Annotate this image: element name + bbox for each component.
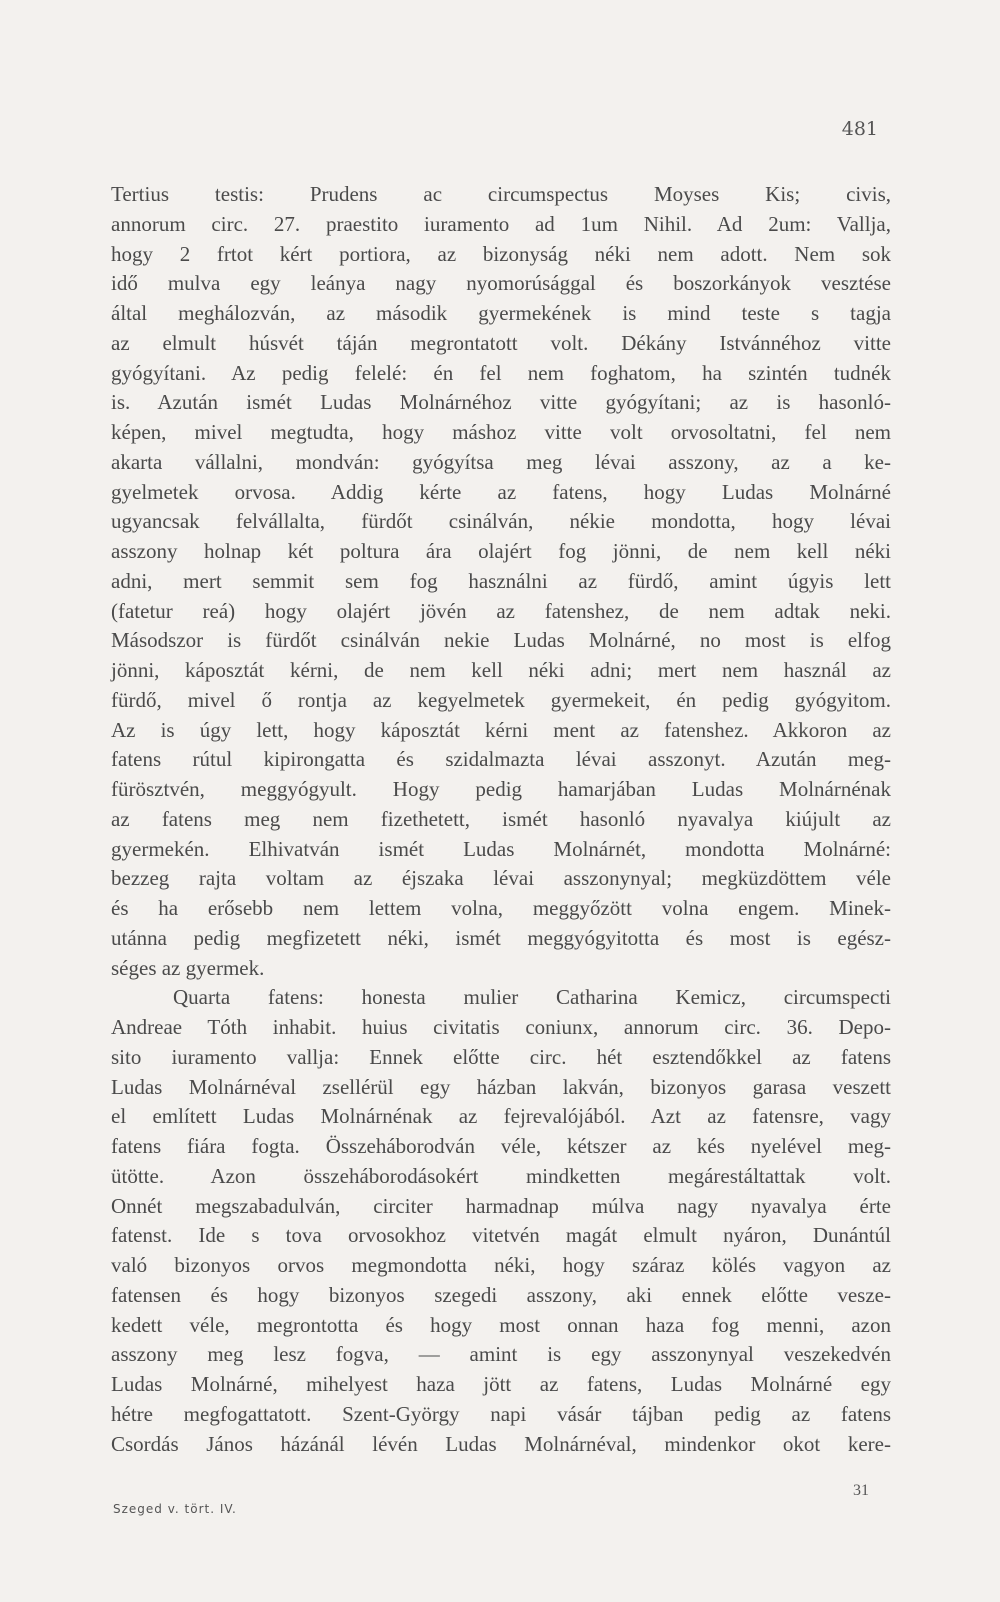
- footer-source: Szeged v. tört. IV.: [113, 1502, 237, 1516]
- text-line: gyermekén. Elhivatván ismét Ludas Molnárnét, mondotta Molnárné:: [111, 836, 891, 861]
- text-line: fatens rútul kipirongatta és szidalmazta lévai asszonyt. Azután meg-: [111, 747, 891, 772]
- text-line: ugyancsak felvállalta, fürdőt csinálván, nékie mondotta, hogy lévai: [111, 509, 891, 534]
- text-line: az fatens meg nem fizethetett, ismét hasonló nyavalya kiújult az: [111, 806, 891, 831]
- text-line: Ludas Molnárné, mihelyest haza jött az fatens, Ludas Molnárné egy: [111, 1372, 891, 1396]
- text-line: fatenst. Ide s tova orvosokhoz vitetvén magát elmult nyáron, Dunántúl: [111, 1223, 891, 1248]
- text-line: asszony meg lesz fogva, — amint is egy asszonynyal veszekedvén: [111, 1342, 891, 1367]
- text-line: (fatetur reá) hogy olajért jövén az fatenshez, de nem adtak neki.: [111, 598, 891, 623]
- text-line: gyógyítani. Az pedig felelé: én fel nem foghatom, ha szintén tudnék: [111, 360, 891, 385]
- text-line: kedett véle, megrontotta és hogy most onnan haza fog menni, azon: [111, 1312, 891, 1337]
- text-line: sito iuramento vallja: Ennek előtte circ. hét esztendőkkel az fatens: [111, 1044, 891, 1069]
- text-line: is. Azután ismét Ludas Molnárnéhoz vitte gyógyítani; az is hasonló-: [111, 390, 891, 415]
- page-number: 481: [841, 118, 878, 140]
- text-line: fürdő, mivel ő rontja az kegyelmetek gyermekeit, én pedig gyógyitom.: [111, 687, 891, 712]
- text-line: fürösztvén, meggyógyult. Hogy pedig hamarjában Ludas Molnárnénak: [111, 777, 891, 801]
- text-line: és ha erősebb nem lettem volna, meggyőzött volna engem. Minek-: [111, 896, 891, 920]
- text-line: Tertius testis: Prudens ac circumspectus Moyses Kis; civis,: [111, 182, 891, 206]
- text-line: utánna pedig megfizetett néki, ismét meggyógyitotta és most is egész-: [111, 925, 891, 950]
- text-line: hogy 2 frtot kért portiora, az bizonyság néki nem adott. Nem sok: [111, 241, 891, 266]
- text-line: Másodszor is fürdőt csinálván nekie Ludas Molnárné, no most is elfog: [111, 628, 891, 653]
- text-line: Az is úgy lett, hogy káposztát kérni ment az fatenshez. Akkoron az: [111, 717, 891, 742]
- text-line: hétre megfogattatott. Szent-György napi vásár tájban pedig az fatens: [111, 1401, 891, 1426]
- text-line: által meghálozván, az második gyermekének is mind teste s tagja: [111, 301, 891, 325]
- text-line: asszony holnap két poltura ára olajért fog jönni, de nem kell néki: [111, 539, 891, 563]
- text-line: ütötte. Azon összeháborodásokért mindketten megárestáltattak volt.: [111, 1163, 891, 1188]
- text-line: képen, mivel megtudta, hogy máshoz vitte volt orvosoltatni, fel nem: [111, 420, 891, 444]
- text-line: annorum circ. 27. praestito iuramento ad 1um Nihil. Ad 2um: Vallja,: [111, 211, 891, 236]
- text-line: Ludas Molnárnéval zsellérül egy házban lakván, bizonyos garasa veszett: [111, 1074, 891, 1099]
- text-line: az elmult húsvét táján megrontatott volt. Dékány Istvánnéhoz vitte: [111, 330, 891, 355]
- text-line: való bizonyos orvos megmondotta néki, hogy száraz kölés vagyon az: [111, 1253, 891, 1277]
- text-line: idő mulva egy leánya nagy nyomorúsággal és boszorkányok vesztése: [111, 271, 891, 296]
- text-line: jönni, káposztát kérni, de nem kell néki adni; mert nem használ az: [111, 658, 891, 682]
- text-line: Quarta fatens: honesta mulier Catharina Kemicz, circumspecti: [173, 985, 891, 1010]
- text-line: fatens fiára fogta. Összeháborodván véle, kétszer az kés nyelével meg-: [111, 1134, 891, 1158]
- body-text: [111, 180, 891, 1459]
- text-line: adni, mert semmit sem fog használni az fürdő, amint úgyis lett: [111, 568, 891, 593]
- text-line: akarta vállalni, mondván: gyógyítsa meg lévai asszony, az a ke-: [111, 449, 891, 474]
- text-line: Onnét megszabadulván, circiter harmadnap múlva nagy nyavalya érte: [111, 1193, 891, 1218]
- signature-mark: 31: [853, 1482, 869, 1499]
- text-line: fatensen és hogy bizonyos szegedi asszony, aki ennek előtte vesze-: [111, 1282, 891, 1307]
- text-line: el említett Ludas Molnárnénak az fejrevalójából. Azt az fatensre, vagy: [111, 1104, 891, 1129]
- text-line: Andreae Tóth inhabit. huius civitatis coniunx, annorum circ. 36. Depo-: [111, 1015, 891, 1039]
- text-line: bezzeg rajta voltam az éjszaka lévai asszonynyal; megküzdöttem véle: [111, 866, 891, 891]
- text-line: séges az gyermek.: [111, 955, 265, 980]
- text-line: Csordás János házánál lévén Ludas Molnárnéval, mindenkor okot kere-: [111, 1431, 891, 1456]
- text-line: gyelmetek orvosa. Addig kérte az fatens, hogy Ludas Molnárné: [111, 479, 891, 504]
